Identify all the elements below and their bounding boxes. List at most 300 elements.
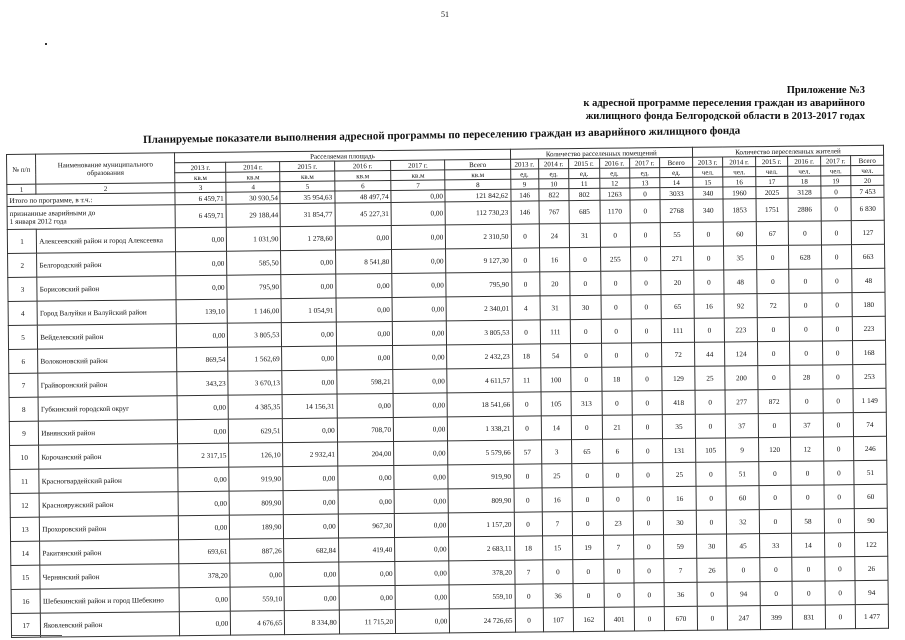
program-table [6, 145, 889, 638]
total-value: 3128 [788, 186, 821, 198]
cell-value: 0 [789, 269, 822, 293]
cell-value: 399 [760, 605, 793, 629]
total-value: 822 [539, 189, 569, 201]
cell-value: 0 [822, 341, 853, 365]
cell-value: 0 [821, 245, 852, 269]
cell-value: 122 [855, 532, 888, 556]
unit-header: кв.м [280, 171, 334, 182]
cell-value: 0 [514, 488, 542, 512]
unit-header: кв.м [175, 172, 226, 183]
cell-value: 0,00 [394, 513, 449, 538]
district-name: Губкинский городской округ [38, 396, 177, 421]
cell-value: 4 [512, 296, 540, 320]
cell-value: 1 477 [855, 604, 888, 628]
cell-value: 2 317,15 [178, 443, 229, 468]
cell-value: 12 [791, 437, 824, 461]
year-header: 2015 г. [280, 161, 334, 172]
cell-value: 100 [541, 368, 572, 392]
appendix-header [583, 84, 865, 123]
cell-value: 131 [663, 438, 696, 462]
cell-value: 16 [663, 486, 696, 510]
cell-value: 30 [570, 295, 601, 319]
emergency-label-date: 1 января 2012 года [9, 217, 67, 226]
cell-value: 15 [542, 536, 573, 560]
cell-value: 65 [661, 294, 694, 318]
emergency-value: 45 227,31 [335, 202, 392, 226]
document-title: Планируемые показатели выполнения адресной программы по переселению граждан из аварийного жилищного фонда [143, 124, 741, 146]
cell-value: 0 [631, 343, 662, 367]
cell-value: 0 [633, 463, 664, 487]
cell-value: 809,90 [448, 488, 513, 513]
cell-value: 277 [725, 390, 758, 414]
cell-value: 8 334,80 [285, 610, 340, 635]
unit-header: кв.м [226, 172, 280, 183]
year-header: 2014 г. [538, 159, 568, 169]
cell-value: 0 [634, 607, 665, 631]
cell-value: 0,00 [284, 562, 339, 587]
row-number: 17 [11, 613, 41, 637]
emergency-value: 1170 [600, 200, 631, 223]
cell-value: 105 [695, 438, 726, 462]
unit-header: чел. [755, 166, 788, 176]
row-number: 9 [9, 421, 39, 445]
year-header: 2016 г. [599, 158, 629, 168]
cell-value: 5 579,66 [448, 440, 513, 465]
cell-value: 223 [724, 318, 757, 342]
page-number: 51 [441, 10, 449, 19]
cell-value: 26 [697, 558, 728, 582]
cell-value: 0 [790, 317, 823, 341]
cell-value: 111 [540, 320, 571, 344]
cell-value: 418 [662, 390, 695, 414]
district-name: Грайворонский район [38, 372, 177, 397]
cell-value: 598,21 [337, 369, 394, 394]
total-value: 35 954,63 [280, 191, 334, 204]
row-number: 4 [8, 301, 38, 325]
unit-header: ед. [660, 167, 693, 177]
cell-value: 11 [512, 368, 540, 392]
cell-value: 0,00 [395, 585, 450, 610]
cell-value: 0 [573, 559, 604, 583]
district-name: Чернянский район [40, 564, 179, 589]
district-name: Красногвардейский район [39, 468, 178, 493]
cell-value: 795,90 [446, 272, 511, 297]
cell-value: 0,00 [176, 227, 227, 252]
cell-value: 32 [726, 510, 759, 534]
cell-value: 0 [600, 223, 631, 247]
cell-value: 90 [854, 508, 887, 532]
emergency-value: 2886 [788, 198, 821, 221]
cell-value: 9 127,30 [446, 248, 511, 273]
cell-value: 0 [695, 414, 726, 438]
cell-value: 0 [634, 559, 665, 583]
total-value: 6 459,71 [175, 192, 226, 205]
cell-value: 111 [662, 318, 695, 342]
column-number: 4 [226, 182, 280, 193]
appendix-line-3: жилищного фонда Белгородской области в 2013-2017 годах [585, 111, 865, 122]
cell-value: 0 [791, 461, 824, 485]
emergency-value: 112 730,23 [445, 201, 510, 225]
cell-value: 0 [756, 245, 789, 269]
emergency-value: 0 [630, 200, 661, 223]
district-name: Прохоровский район [40, 516, 179, 541]
cell-value: 0 [511, 224, 539, 248]
unit-header: чел. [788, 166, 821, 176]
total-value: 340 [693, 187, 723, 199]
cell-value: 48 [852, 268, 885, 292]
cell-value: 0,00 [230, 563, 285, 588]
cell-value: 0 [823, 413, 854, 437]
cell-value: 54 [540, 344, 571, 368]
emergency-value: 6 459,71 [175, 204, 226, 228]
cell-value: 0 [825, 557, 856, 581]
cell-value: 0 [513, 392, 541, 416]
district-name: Шебекинский район и город Шебекино [40, 588, 179, 613]
cell-value: 0,00 [392, 273, 447, 298]
district-name: Белгородский район [37, 252, 176, 277]
cell-value: 0 [697, 606, 728, 630]
column-number: 3 [175, 182, 226, 193]
cell-value: 0 [515, 608, 543, 632]
unit-header: чел. [851, 165, 884, 175]
column-number: 2 [36, 183, 175, 194]
emergency-value: 29 188,44 [226, 204, 281, 228]
cell-value: 127 [851, 220, 884, 244]
cell-value: 0,00 [338, 489, 395, 514]
cell-value: 36 [664, 582, 697, 606]
unit-header: ед. [599, 168, 629, 178]
cell-value: 0 [630, 223, 661, 247]
appendix-line-2: к адресной программе переселения граждан из аварийного [583, 98, 865, 109]
cell-value: 919,90 [448, 464, 513, 489]
cell-value: 36 [543, 584, 574, 608]
column-number: 16 [723, 177, 756, 187]
cell-value: 0,00 [336, 321, 393, 346]
unit-header: чел. [723, 167, 756, 177]
cell-value: 67 [756, 221, 789, 245]
emergency-value: 146 [511, 201, 539, 224]
cell-value: 223 [852, 316, 885, 340]
cell-value: 107 [543, 608, 574, 632]
cell-value: 4 611,57 [447, 368, 512, 393]
cell-value: 94 [855, 580, 888, 604]
cell-value: 0 [543, 560, 574, 584]
cell-value: 0,00 [395, 609, 450, 634]
cell-value: 124 [725, 342, 758, 366]
cell-value: 0 [602, 391, 633, 415]
cell-value: 0 [791, 485, 824, 509]
cell-value: 0 [695, 390, 726, 414]
cell-value: 7 [603, 535, 634, 559]
cell-value: 0 [633, 487, 664, 511]
cell-value: 0,00 [392, 249, 447, 274]
cell-value: 0,00 [394, 465, 449, 490]
cell-value: 60 [854, 484, 887, 508]
cell-value: 0,00 [336, 297, 393, 322]
cell-value: 0 [727, 558, 760, 582]
cell-value: 0 [603, 559, 634, 583]
cell-value: 0,00 [391, 225, 446, 250]
cell-value: 1 338,21 [448, 416, 513, 441]
cell-value: 51 [726, 462, 759, 486]
cell-value: 92 [724, 294, 757, 318]
cell-value: 253 [853, 364, 886, 388]
unit-header: ед. [630, 168, 660, 178]
cell-value: 0 [757, 269, 790, 293]
cell-value: 59 [664, 534, 697, 558]
cell-value: 30 [696, 534, 727, 558]
cell-value: 0 [693, 222, 724, 246]
cell-value: 6 [602, 439, 633, 463]
cell-value: 0 [696, 486, 727, 510]
row-number: 11 [10, 469, 40, 493]
unit-header: кв.м [445, 169, 510, 180]
cell-value: 0,00 [281, 250, 336, 275]
row-number: 8 [9, 397, 39, 421]
cell-value: 0 [790, 341, 823, 365]
cell-value: 55 [661, 222, 694, 246]
row-number: 5 [8, 325, 38, 349]
cell-value: 0,00 [392, 321, 447, 346]
cell-value: 37 [725, 414, 758, 438]
cell-value: 670 [665, 606, 698, 630]
cell-value: 18 [512, 344, 540, 368]
year-header: 2014 г. [723, 157, 756, 167]
cell-value: 0 [824, 509, 855, 533]
row-number: 2 [8, 253, 38, 277]
cell-value: 1 146,00 [227, 299, 282, 324]
cell-value: 247 [727, 606, 760, 630]
row-number: 12 [10, 493, 40, 517]
cell-value: 0,00 [176, 275, 227, 300]
cell-value: 887,26 [230, 539, 285, 564]
emergency-value: 2768 [660, 199, 693, 222]
column-number: 7 [391, 180, 445, 191]
cell-value: 162 [573, 607, 604, 631]
cell-value: 14 156,31 [283, 394, 338, 419]
cell-value: 26 [855, 556, 888, 580]
cell-value: 0 [789, 293, 822, 317]
cell-value: 0 [631, 271, 662, 295]
cell-value: 0 [824, 533, 855, 557]
column-number: 10 [539, 179, 569, 189]
column-number: 6 [335, 180, 392, 191]
cell-value: 0,00 [281, 274, 336, 299]
unit-header: ед. [569, 168, 599, 178]
unit-header: чел. [821, 166, 851, 176]
cell-value: 0 [694, 318, 725, 342]
cell-value: 0 [601, 343, 632, 367]
row-number: 3 [8, 277, 38, 301]
cell-value: 0 [694, 270, 725, 294]
cell-value: 0 [758, 365, 791, 389]
cell-value: 0 [571, 367, 602, 391]
cell-value: 51 [854, 460, 887, 484]
unit-header: кв.м [391, 170, 445, 181]
cell-value: 0 [631, 319, 662, 343]
cell-value: 0 [631, 295, 662, 319]
cell-value: 9 [726, 438, 759, 462]
cell-value: 139,10 [176, 299, 227, 324]
cell-value: 0 [634, 583, 665, 607]
year-header: 2017 г. [820, 156, 850, 166]
cell-value: 0 [513, 416, 541, 440]
cell-value: 2 340,01 [446, 296, 511, 321]
district-name: Алексеевский район и город Алексеевка [37, 228, 176, 253]
cell-value: 0 [759, 461, 792, 485]
cell-value: 2 310,50 [446, 224, 511, 249]
cell-value: 0 [632, 391, 663, 415]
year-header: 2014 г. [226, 162, 280, 173]
cell-value: 0 [823, 437, 854, 461]
cell-value: 2 432,23 [447, 344, 512, 369]
row-number: 13 [10, 517, 40, 541]
cell-value: 682,84 [284, 538, 339, 563]
cell-value: 0,00 [336, 345, 393, 370]
cell-value: 8 541,80 [335, 249, 392, 274]
year-header: 2015 г. [755, 156, 788, 166]
cell-value: 1 278,60 [281, 226, 336, 251]
total-value: 48 497,74 [335, 190, 392, 203]
cell-value: 343,23 [177, 371, 228, 396]
cell-value: 0,00 [339, 585, 396, 610]
cell-value: 378,20 [179, 563, 230, 588]
cell-value: 0,00 [283, 418, 338, 443]
cell-value: 1 157,20 [449, 512, 514, 537]
cell-value: 663 [852, 244, 885, 268]
column-number: 13 [630, 178, 660, 188]
total-value: 0 [821, 186, 851, 198]
year-header: Всего [851, 155, 884, 165]
cell-value: 0 [632, 367, 663, 391]
column-number: 14 [660, 177, 693, 187]
cell-value: 168 [853, 340, 886, 364]
year-header: 2017 г. [629, 158, 659, 168]
column-number: 20 [851, 175, 884, 185]
row-number: 15 [11, 565, 41, 589]
total-value: 146 [510, 189, 538, 201]
column-number: 11 [569, 178, 599, 188]
cell-value: 0 [571, 415, 602, 439]
cell-value: 0 [693, 246, 724, 270]
emergency-value: 6 830 [851, 197, 884, 220]
cell-value: 1 054,91 [282, 298, 337, 323]
cell-value: 60 [726, 486, 759, 510]
cell-value: 0,00 [395, 537, 450, 562]
total-value: 0 [630, 188, 660, 200]
unit-header: чел. [693, 167, 723, 177]
cell-value: 0 [600, 271, 631, 295]
column-number: 15 [693, 177, 723, 187]
year-header: 2013 г. [692, 157, 722, 167]
cell-value: 0 [603, 487, 634, 511]
cell-value: 7 [542, 512, 573, 536]
cell-value: 28 [790, 365, 823, 389]
cell-value: 58 [792, 509, 825, 533]
group-header-residents: Количество переселенных жителей [692, 145, 883, 157]
cell-value: 0,00 [282, 370, 337, 395]
column-number: 1 [7, 184, 36, 194]
cell-value: 57 [513, 440, 541, 464]
cell-value: 0 [822, 293, 853, 317]
cell-value: 0 [790, 389, 823, 413]
cell-value: 0 [630, 247, 661, 271]
cell-value: 0,00 [179, 515, 230, 540]
cell-value: 0 [825, 605, 856, 629]
cell-value: 0 [757, 317, 790, 341]
emergency-value: 31 854,77 [281, 203, 336, 227]
emergency-label-text: признанные аварийными до [9, 209, 96, 218]
cell-value: 401 [604, 607, 635, 631]
cell-value: 24 726,65 [450, 608, 515, 633]
total-value: 121 842,62 [445, 189, 510, 202]
cell-value: 35 [663, 414, 696, 438]
year-header: 2015 г. [569, 158, 599, 168]
cell-value: 0,00 [338, 465, 395, 490]
cell-value: 0,00 [336, 273, 393, 298]
scan-speck [45, 43, 47, 45]
group-header-premises: Количество расселенных помещений [510, 147, 692, 159]
cell-value: 255 [600, 247, 631, 271]
cell-value: 25 [663, 462, 696, 486]
year-header: 2013 г. [175, 162, 226, 173]
column-number: 19 [821, 176, 851, 186]
cell-value: 23 [603, 511, 634, 535]
cell-value: 0,00 [393, 393, 448, 418]
cell-value: 105 [541, 392, 572, 416]
column-number: 9 [510, 179, 538, 189]
cell-value: 0 [760, 581, 793, 605]
cell-value: 0 [514, 512, 542, 536]
cell-value: 0 [572, 487, 603, 511]
column-number: 12 [599, 178, 629, 188]
cell-value: 45 [727, 534, 760, 558]
cell-value: 0 [759, 509, 792, 533]
cell-value: 72 [757, 293, 790, 317]
cell-value: 708,70 [337, 417, 394, 442]
cell-value: 4 385,35 [228, 395, 283, 420]
cell-value: 0 [602, 463, 633, 487]
cell-value: 0 [758, 413, 791, 437]
cell-value: 7 [664, 558, 697, 582]
cell-value: 0,00 [178, 467, 229, 492]
cell-value: 16 [694, 294, 725, 318]
row-number: 16 [11, 589, 41, 613]
cell-value: 0 [512, 320, 540, 344]
district-name: Корочанский район [39, 444, 178, 469]
cell-value: 0 [792, 557, 825, 581]
cell-value: 72 [662, 342, 695, 366]
cell-value: 189,90 [230, 515, 285, 540]
cell-value: 0,00 [178, 491, 229, 516]
cell-value: 693,61 [179, 539, 230, 564]
cell-value: 378,20 [449, 560, 514, 585]
cell-value: 1 031,90 [226, 227, 281, 252]
cell-value: 0 [632, 439, 663, 463]
cell-value: 31 [540, 296, 571, 320]
cell-value: 0 [511, 248, 539, 272]
cell-value: 2 932,41 [283, 442, 338, 467]
cell-value: 0 [570, 271, 601, 295]
cell-value: 0,00 [176, 251, 227, 276]
cell-value: 0 [824, 461, 855, 485]
appendix-title: Приложение №3 [786, 85, 865, 96]
cell-value: 3 [541, 440, 572, 464]
district-name: Ивнянский район [39, 420, 178, 445]
cell-value: 0 [757, 341, 790, 365]
cell-value: 831 [793, 605, 826, 629]
cell-value: 33 [759, 533, 792, 557]
